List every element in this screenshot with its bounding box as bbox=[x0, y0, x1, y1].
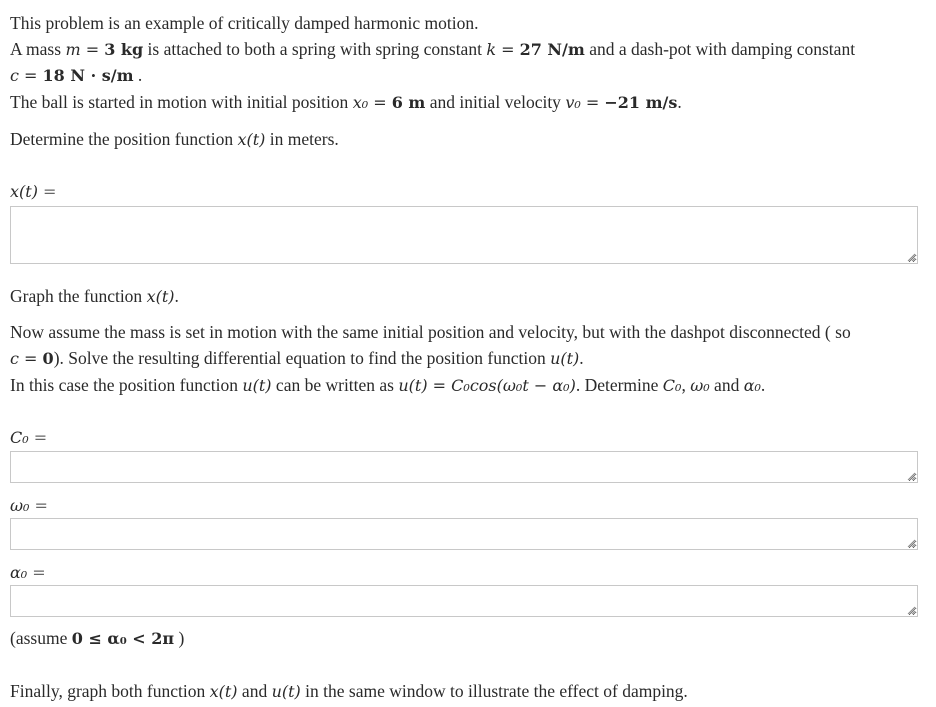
undamped-line-1 bbox=[10, 321, 851, 343]
intro-text: This problem is an example of critically damped harmonic motion. bbox=[10, 13, 479, 33]
text-segment: . bbox=[677, 92, 682, 112]
xt-answer-field[interactable] bbox=[10, 206, 918, 264]
spring-constant-value: 27 N/m bbox=[519, 40, 585, 59]
xt-symbol: x(t) bbox=[10, 182, 38, 201]
equals-sign: = bbox=[80, 40, 105, 59]
w0-symbol: ω₀ bbox=[10, 496, 30, 515]
a0-symbol: α₀ bbox=[10, 563, 28, 582]
text-segment: and bbox=[709, 375, 744, 395]
phase-symbol: α₀ bbox=[743, 376, 761, 395]
text-segment: is attached to both a spring with spring constant bbox=[143, 39, 487, 59]
damping-symbol: c bbox=[10, 349, 19, 368]
text-segment: and bbox=[237, 681, 272, 701]
spring-constant-symbol: k bbox=[486, 40, 497, 59]
text-segment: Determine the position function bbox=[10, 129, 238, 149]
text-segment: in meters. bbox=[265, 129, 339, 149]
graph-instruction bbox=[10, 285, 179, 308]
assume-note bbox=[10, 627, 184, 650]
position-function-symbol: x(t) bbox=[146, 287, 175, 306]
initial-position-symbol: x₀ bbox=[352, 93, 369, 112]
damping-value: 18 N · s/m bbox=[42, 66, 134, 85]
a0-answer-field[interactable] bbox=[10, 585, 918, 617]
text-segment: . Determine bbox=[575, 375, 663, 395]
text-segment: . bbox=[579, 348, 584, 368]
position-function-symbol: x(t) bbox=[209, 682, 238, 701]
text-segment: ) bbox=[174, 628, 185, 648]
equals-sign: = bbox=[37, 182, 57, 201]
text-segment: . bbox=[760, 375, 766, 395]
text-segment: . bbox=[174, 286, 179, 306]
equals-sign: = bbox=[580, 93, 605, 112]
damping-line bbox=[10, 64, 142, 87]
text-segment: , bbox=[681, 375, 691, 395]
text-segment: Now assume the mass is set in motion with the same initial position and velocity, but with the dashpot disconnected ( so bbox=[10, 322, 851, 342]
mass-symbol: m bbox=[65, 40, 81, 59]
undamped-function-symbol: u(t) bbox=[271, 682, 301, 701]
text-segment: In this case the position function bbox=[10, 375, 243, 395]
determine-instruction bbox=[10, 128, 339, 151]
frequency-symbol: ω₀ bbox=[690, 376, 710, 395]
text-segment: Graph the function bbox=[10, 286, 147, 306]
text-segment: and initial velocity bbox=[425, 92, 566, 112]
initial-conditions-line bbox=[10, 91, 682, 114]
equals-sign: = bbox=[18, 349, 43, 368]
text-segment: ). Solve the resulting differential equation to find the position function bbox=[53, 348, 551, 368]
undamped-function-symbol: u(t) bbox=[550, 349, 580, 368]
text-segment: The ball is started in motion with initial position bbox=[10, 92, 353, 112]
C0-answer-field[interactable] bbox=[10, 451, 918, 483]
text-segment: (assume bbox=[10, 628, 72, 648]
w0-answer-field[interactable] bbox=[10, 518, 918, 550]
a0-field-label bbox=[10, 563, 46, 582]
xt-field-label bbox=[10, 182, 56, 201]
initial-position-value: 6 m bbox=[391, 93, 426, 112]
C0-field-label bbox=[10, 428, 47, 447]
damping-zero-value: 0 bbox=[42, 349, 54, 368]
equals-sign: = bbox=[29, 496, 48, 515]
equals-sign: = bbox=[27, 563, 46, 582]
text-segment: A mass bbox=[10, 39, 66, 59]
mass-value: 3 kg bbox=[104, 40, 144, 59]
equals-sign: = bbox=[28, 428, 48, 447]
text-segment: Finally, graph both function bbox=[10, 681, 210, 701]
undamped-line-2 bbox=[10, 347, 584, 370]
mass-spring-line bbox=[10, 38, 855, 61]
position-function-symbol: x(t) bbox=[237, 130, 266, 149]
text-segment: and a dash-pot with damping constant bbox=[584, 39, 856, 59]
undamped-function-symbol: u(t) bbox=[242, 376, 272, 395]
text-segment: in the same window to illustrate the effect of damping. bbox=[300, 681, 688, 701]
undamped-formula: u(t) = C₀cos(ω₀t − α₀) bbox=[398, 376, 576, 395]
damping-symbol: c bbox=[10, 66, 19, 85]
text-segment: can be written as bbox=[271, 375, 399, 395]
equals-sign: = bbox=[496, 40, 520, 59]
initial-velocity-symbol: v₀ bbox=[565, 93, 581, 112]
undamped-line-3 bbox=[10, 374, 765, 397]
equals-sign: = bbox=[368, 93, 392, 112]
intro-line bbox=[10, 12, 478, 34]
initial-velocity-value: −21 m/s bbox=[604, 93, 678, 112]
equals-sign: = bbox=[18, 66, 43, 85]
final-instruction bbox=[10, 680, 688, 703]
amplitude-symbol: C₀ bbox=[662, 376, 682, 395]
text-segment: . bbox=[133, 65, 143, 85]
phase-range-expression: 0 ≤ α₀ < 2π bbox=[71, 629, 175, 648]
C0-symbol: C₀ bbox=[10, 428, 29, 447]
w0-field-label bbox=[10, 496, 48, 515]
